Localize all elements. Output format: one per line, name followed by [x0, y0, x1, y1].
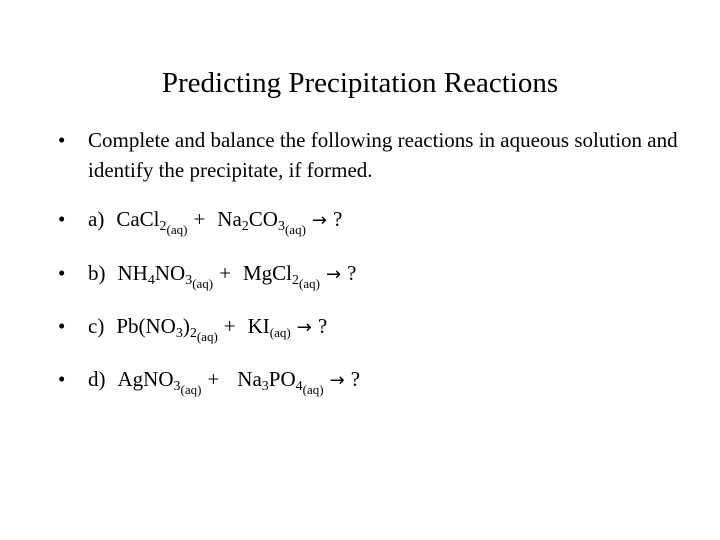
reactant-2-formula: $Na_3PO_{4(aq)}$ [237, 367, 324, 397]
bullet-dot: • [58, 261, 66, 285]
reactant-1-formula: CaCl$_{2(aq)}$ [116, 207, 188, 237]
reactant-1-formula: $NH_4NO_{3(aq)}$ [117, 261, 214, 291]
reactant-1-formula: AgNO$_{3(aq)}$ [117, 367, 202, 397]
reactant-2-formula: $KI_{(aq)}$ [247, 314, 291, 340]
reaction-label: a) [88, 207, 105, 231]
reaction-equation [88, 311, 698, 343]
product-unknown: ? [350, 367, 361, 391]
plus-sign: + [223, 314, 236, 338]
reactant-2-formula: $Na_2CO_{3(aq)}$ [217, 207, 306, 237]
reaction-equation [88, 204, 698, 236]
reactant-2-formula: MgCl$_{2(aq)}$ [242, 261, 320, 291]
plus-sign: + [219, 261, 231, 285]
slide-title: Predicting Precipitation Reactions [161, 67, 559, 99]
plus-sign: + [207, 367, 220, 391]
reaction-d [58, 364, 698, 396]
arrow-icon: → [311, 210, 327, 231]
reaction-c [58, 311, 698, 343]
plus-sign: + [193, 207, 206, 231]
intro-text: Complete and balance the following reactions in aqueous solution and identify the precipitate, if formed. [88, 128, 678, 182]
arrow-icon: → [329, 370, 345, 391]
reaction-equation [88, 364, 698, 396]
bullet-dot: • [58, 207, 66, 231]
bullet-dot: • [58, 128, 66, 152]
reaction-label: d) [88, 367, 106, 391]
arrow-icon: → [296, 317, 312, 338]
bullet-dot: • [58, 367, 66, 391]
reaction-equation [88, 258, 698, 290]
product-unknown: ? [317, 314, 328, 338]
reaction-b [58, 258, 698, 290]
product-unknown: ? [333, 207, 343, 231]
intro-bullet [58, 125, 698, 185]
reactant-1-formula: $Pb(NO_3)_{2(aq)}$ [116, 314, 218, 344]
product-unknown: ? [347, 261, 357, 285]
reaction-label: b) [88, 261, 106, 285]
reaction-label: c) [88, 314, 105, 338]
reaction-a [58, 204, 698, 236]
bullet-dot: • [58, 314, 66, 338]
arrow-icon: → [325, 264, 342, 285]
